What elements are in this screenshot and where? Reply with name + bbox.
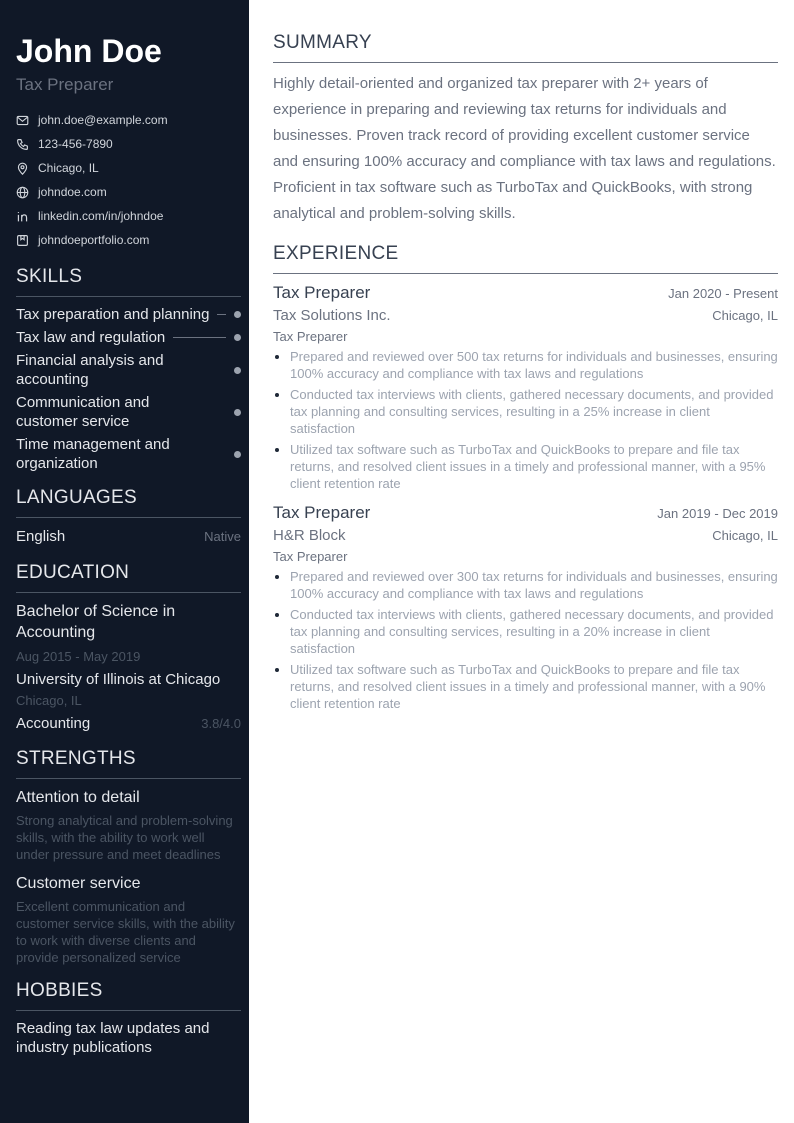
skill-dot — [234, 409, 241, 416]
skill-dot — [234, 451, 241, 458]
job-bullet: • Conducted tax interviews with clients, gathered necessary documents, and provided tax planning and consulting services, resulting in a 20% increase in client satisfaction — [290, 606, 778, 657]
job-title: Tax Preparer — [273, 283, 371, 302]
job-company: Tax Solutions Inc. — [273, 307, 391, 324]
skill-item — [16, 351, 241, 389]
summary-text: Highly detail-oriented and organized tax preparer with 2+ years of experience in preparing and reviewing tax returns for individuals and businesses. Proven track record of providing excellent customer service and ensuring 100% accuracy and compliance with tax laws and regulations. Proficient in tax software such as TurboTax and QuickBooks, with strong analytical and problem-solving skills. — [273, 75, 776, 222]
skill-dot — [234, 367, 241, 374]
language-name: English — [16, 528, 66, 545]
skill-item — [16, 393, 241, 431]
skill-label: Financial analysis and accounting — [16, 352, 164, 388]
education-degree: Bachelor of Science in Accounting — [16, 603, 176, 641]
globe-icon — [16, 186, 29, 199]
contact-phone[interactable] — [16, 132, 241, 156]
job-location: Chicago, IL — [712, 308, 778, 323]
education-gpa: 3.8/4.0 — [201, 716, 241, 731]
strength-title: Attention to detail — [16, 789, 140, 806]
contact-portfolio[interactable] — [16, 228, 241, 252]
job-bullet: • Conducted tax interviews with clients, gathered necessary documents, and provided tax planning and consulting services, resulting in a 25% increase in client satisfaction — [290, 386, 778, 437]
job-role: Tax Preparer — [273, 329, 348, 344]
phone-icon — [16, 138, 29, 151]
job-company: H&R Block — [273, 527, 346, 544]
skill-dot — [234, 311, 241, 318]
strength-description: Excellent communication and customer service skills, with the ability to work with diverse clients and provide personalized service — [16, 899, 235, 965]
education-field-row — [16, 709, 241, 734]
strengths-list — [16, 787, 241, 966]
mail-icon — [16, 114, 29, 127]
languages-heading: LANGUAGES — [16, 487, 241, 518]
strengths-heading: STRENGTHS — [16, 748, 241, 779]
skill-line — [217, 314, 226, 315]
strength-description: Strong analytical and problem-solving skills, with the ability to work well under pressure and meet deadlines — [16, 813, 233, 862]
job-bullets — [273, 348, 778, 492]
education-heading: EDUCATION — [16, 562, 241, 593]
education-entry — [16, 601, 241, 734]
job-location: Chicago, IL — [712, 528, 778, 543]
job-bullet: • Prepared and reviewed over 500 tax returns for individuals and businesses, ensuring 100% accuracy and compliance with tax laws and regulations — [290, 348, 778, 382]
skill-item — [16, 328, 241, 347]
job-entry — [273, 282, 778, 492]
job-title-row — [273, 282, 778, 304]
job-dates: Jan 2019 - Dec 2019 — [657, 506, 778, 521]
location-icon — [16, 162, 29, 175]
portfolio-icon — [16, 234, 29, 247]
job-bullet: • Utilized tax software such as TurboTax and QuickBooks to prepare and file tax returns, and resolved client issues in a timely and professional manner, with a 90% client retention rate — [290, 661, 778, 712]
job-role: Tax Preparer — [273, 549, 348, 564]
candidate-title: Tax Preparer — [16, 75, 114, 94]
job-bullet: • Utilized tax software such as TurboTax and QuickBooks to prepare and file tax returns, and resolved client issues in a timely and professional manner, with a 95% client retention rate — [290, 441, 778, 492]
main-content — [273, 32, 778, 716]
job-entry — [273, 502, 778, 712]
contact-phone-text: 123-456-7890 — [38, 137, 113, 151]
hobbies-heading: HOBBIES — [16, 980, 241, 1011]
contact-email-text: john.doe@example.com — [38, 113, 168, 127]
experience-heading: EXPERIENCE — [273, 243, 778, 274]
language-level: Native — [204, 529, 241, 544]
education-school: University of Illinois at Chicago — [16, 671, 221, 688]
education-field: Accounting — [16, 715, 91, 732]
skills-heading: SKILLS — [16, 266, 241, 297]
contact-email[interactable] — [16, 108, 241, 132]
skills-list — [16, 305, 241, 473]
skill-dot — [234, 334, 241, 341]
skill-line — [173, 337, 226, 338]
skill-label: Tax law and regulation — [16, 329, 166, 346]
contact-location-text: Chicago, IL — [38, 161, 99, 175]
language-row — [16, 526, 241, 548]
job-bullets — [273, 568, 778, 712]
skill-label: Time management and organization — [16, 436, 170, 472]
skill-label: Tax preparation and planning — [16, 306, 210, 323]
sidebar — [0, 0, 249, 1123]
contact-linkedin-text: linkedin.com/in/johndoe — [38, 209, 164, 223]
skill-item — [16, 305, 241, 324]
contact-list — [16, 108, 241, 252]
strength-title: Customer service — [16, 875, 141, 892]
job-title-row — [273, 502, 778, 524]
skill-item — [16, 435, 241, 473]
skill-label: Communication and customer service — [16, 394, 150, 430]
education-location: Chicago, IL — [16, 693, 82, 708]
contact-website[interactable] — [16, 180, 241, 204]
job-company-row — [273, 524, 778, 546]
contact-website-text: johndoe.com — [38, 185, 107, 199]
job-company-row — [273, 304, 778, 326]
job-bullet: • Prepared and reviewed over 300 tax returns for individuals and businesses, ensuring 100% accuracy and compliance with tax laws and regulations — [290, 568, 778, 602]
contact-portfolio-text: johndoeportfolio.com — [38, 233, 150, 247]
contact-linkedin[interactable] — [16, 204, 241, 228]
linkedin-icon — [16, 210, 29, 223]
hobby-item: Reading tax law updates and industry publications — [16, 1020, 210, 1056]
job-title: Tax Preparer — [273, 503, 371, 522]
candidate-name: John Doe — [16, 33, 162, 69]
summary-heading: SUMMARY — [273, 32, 778, 63]
job-dates: Jan 2020 - Present — [668, 286, 778, 301]
contact-location — [16, 156, 241, 180]
education-dates: Aug 2015 - May 2019 — [16, 649, 141, 664]
